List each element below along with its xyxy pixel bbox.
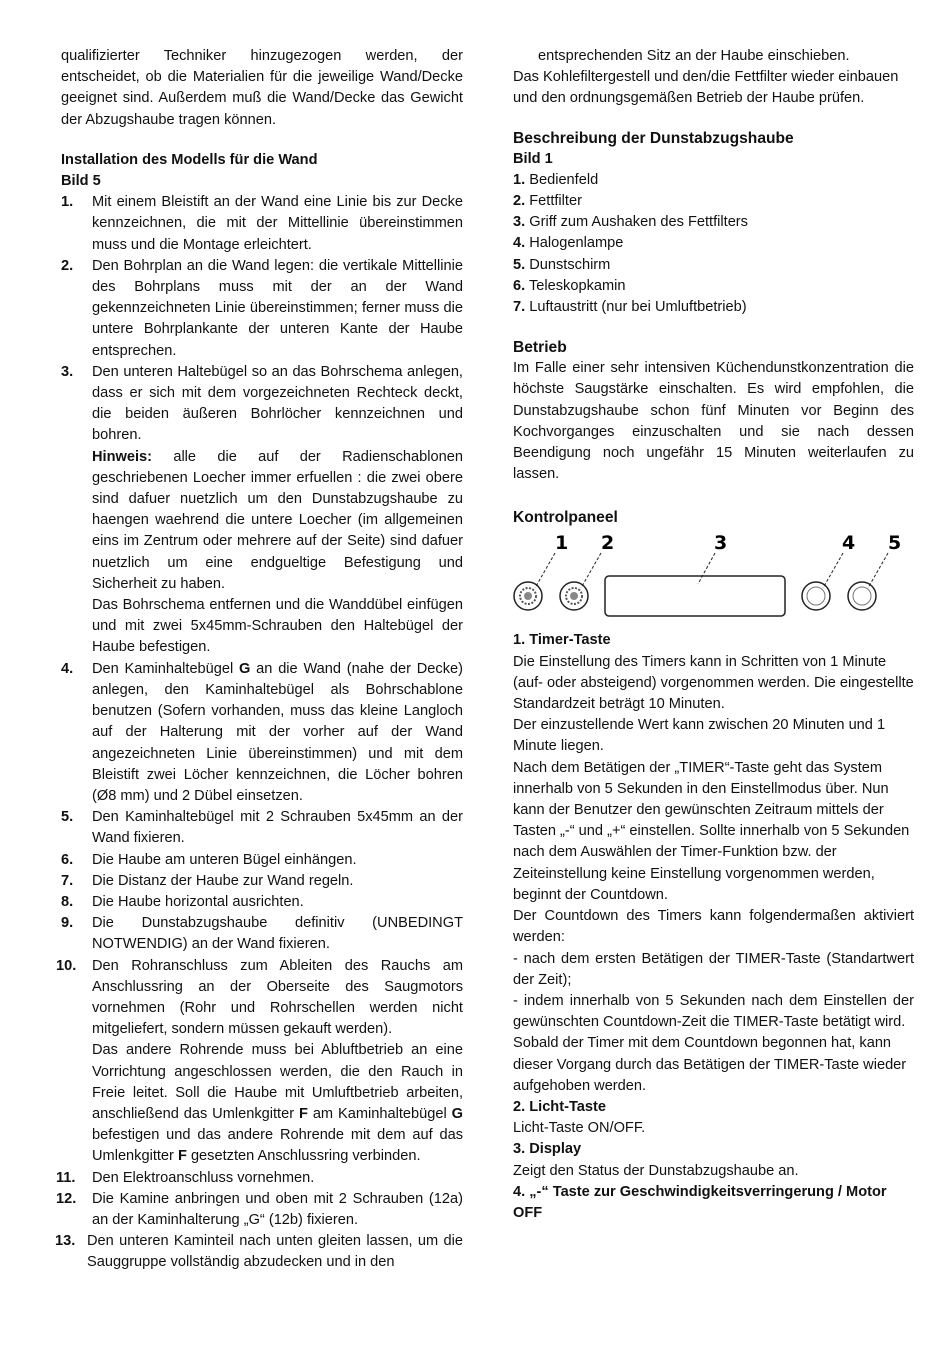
step-text: Den Bohrplan an die Wand legen: die vertikale Mittellinie des Bohrplans muss mit der an der Wand gekennzeichneten Linie übereinstimmen; ferner muss die untere Bohrplankante der unteren Kante der Haube entsprechen. [92, 257, 463, 359]
step-number: 1. [61, 194, 74, 211]
step-text: Die Haube horizontal ausrichten. [92, 893, 304, 910]
step-item [56, 956, 463, 1168]
timer-paragraph: - nach dem ersten Betätigen der TIMER-Taste (Standartwert der Zeit); [513, 950, 914, 988]
description-title: Beschreibung der Dunstabzugshaube [513, 129, 794, 147]
part-item [513, 276, 914, 297]
part-number: 7. [513, 299, 526, 316]
light-button-icon [560, 582, 588, 610]
part-item [513, 212, 914, 233]
part-label: Fettfilter [529, 193, 582, 210]
part-item [513, 297, 914, 318]
display-text: Zeigt den Status der Dunstabzugshaube an. [513, 1162, 799, 1179]
part-label: Luftaustritt (nur bei Umluftbetrieb) [529, 299, 747, 316]
plus-button-icon [848, 582, 876, 610]
betrieb-title: Betrieb [513, 339, 567, 357]
note-text: alle die auf der Radienschablonen geschriebenen Loecher immer erfuellen : die zwei obere sind dafuer nuetzlich um den Dunstabzugshaube zu haengen waehrend die untere Loecher (im allgemeinen eins im Zentrum oder mehrere auf der Seite) sind dafuer nuetzlich um eine endgueltige Befestigung und Sicherheit zu haben. [92, 448, 463, 592]
step-text: Das andere Rohrende muss bei Abluftbetrieb an eine Vorrichtung angeschlossen werden, die den Rauch in Freie leitet. Soll die Haube mit Umluftbetrieb arbeiten, anschließend das Umlenkgitter [92, 1042, 463, 1122]
step-item [61, 256, 463, 362]
step-text: Die Haube am unteren Bügel einhängen. [92, 851, 357, 868]
display-panel [605, 576, 785, 616]
step-text: Mit einem Bleistift an der Wand eine Linie bis zur Decke kennzeichnen, die mit der Mittellinie übereinstimmen muss und die Montage erleichtert. [92, 194, 463, 253]
step-text: Die Distanz der Haube zur Wand regeln. [92, 872, 354, 889]
step-number: 10. [56, 957, 77, 974]
step-text: Den Kaminhaltebügel [92, 660, 240, 677]
step-item [55, 1231, 463, 1273]
part-item [513, 233, 914, 254]
timer-key-title: 1. Timer-Taste [513, 632, 611, 649]
step-item [61, 871, 463, 892]
part-number: 3. [513, 214, 526, 231]
step-number: 13. [55, 1233, 76, 1250]
step-number: 12. [56, 1190, 77, 1207]
step-text: am Kaminhaltebügel [307, 1105, 452, 1122]
left-column [55, 46, 463, 1274]
part-label: Griff zum Aushaken des Fettfilters [529, 214, 748, 231]
continued-paragraph: Das Kohlefiltergestell und den/die Fettfilter wieder einbauen und den ordnungsgemäßen Betrieb der Haube prüfen. [513, 69, 899, 107]
panel-label-2: 2 [601, 532, 615, 555]
control-panel-title: Kontrolpaneel [513, 509, 618, 527]
step-item [61, 913, 463, 955]
step-number: 8. [61, 893, 74, 910]
part-label: Dunstschirm [529, 256, 611, 273]
step-number: 3. [61, 363, 74, 380]
light-key-title: 2. Licht-Taste [513, 1098, 606, 1115]
light-key-text: Licht-Taste ON/OFF. [513, 1120, 646, 1137]
step-text: befestigen und das andere Rohrende mit dem auf das Umlenkgitter [92, 1127, 463, 1165]
step-text: Den unteren Haltebügel so an das Bohrschema anlegen, dass er sich mit dem vorgezeichneten Rechteck deckt, die beiden äußeren Bohrlöcher kennzeichnen und bohren. [92, 363, 463, 444]
part-number: 5. [513, 256, 526, 273]
part-number: 6. [513, 277, 526, 294]
part-label: Bedienfeld [529, 171, 599, 188]
timer-paragraph: Der einzustellende Wert kann zwischen 20 Minuten und 1 Minute liegen. [513, 717, 886, 755]
step-item [61, 807, 463, 849]
step-number: 11. [56, 1169, 76, 1186]
part-number: 1. [513, 171, 526, 188]
panel-label-1: 1 [555, 532, 569, 555]
timer-paragraph: Nach dem Betätigen der „TIMER“-Taste geht das System innerhalb von 5 Sekunden in den Einstellmodus über. Nun kann der Benutzer den gewünschten Zeitraum mittels der Tasten „-“ und „+“ einstellen. Sollte innerhalb von 5 Sekunden nach dem Auswählen der Timer-Funktion bzw. der Zeiteinstellung keine Einstellung vorgenommen werden, beginnt der Countdown. [513, 759, 910, 903]
part-item [513, 170, 914, 191]
step-text: gesetzten Anschlussring verbinden. [186, 1148, 421, 1165]
minus-key-title: 4. „-“ Taste zur Geschwindigkeitsverringerung / Motor OFF [513, 1183, 887, 1221]
step-item [56, 1189, 463, 1231]
note-label: Hinweis: [92, 448, 153, 465]
part-letter: F [298, 1105, 308, 1122]
intro-paragraph: qualifizierter Techniker hinzugezogen werden, der entscheidet, ob die Materialien für die jeweilige Wand/Decke geeignet sind. Außerdem muß die Wand/Decke das Gewicht der Abzugshaube tragen können. [61, 48, 463, 128]
panel-label-5: 5 [888, 532, 902, 555]
step-item [56, 1168, 463, 1189]
step-number: 9. [61, 915, 74, 932]
timer-paragraph: - indem innerhalb von 5 Sekunden nach dem Einstellen der gewünschten Countdown-Zeit die TIMER-Taste betätigt wird. [513, 992, 914, 1031]
minus-button-icon [802, 582, 830, 610]
leader-lines [535, 553, 888, 588]
description-subtitle: Bild 1 [513, 150, 553, 167]
install-title: Installation des Modells für die Wand [61, 151, 318, 168]
step-item [61, 192, 463, 256]
part-number: 4. [513, 235, 526, 252]
step-item [61, 850, 463, 871]
step-number: 5. [61, 809, 74, 826]
step-number: 6. [61, 851, 74, 868]
step-text: Den Rohranschluss zum Ableiten des Rauchs am Anschlussring an der Oberseite des Saugmotors vornehmen (Rohr und Rohrschellen werden nicht mitgeliefert, sondern müssen gekauft werden). [92, 957, 463, 1038]
step-number: 4. [61, 660, 74, 677]
step-text: Die Kamine anbringen und oben mit 2 Schrauben (12a) an der Kaminhalterung „G“ (12b) fixieren. [92, 1190, 463, 1228]
part-letter: G [451, 1105, 463, 1122]
part-letter: G [239, 660, 251, 677]
step-extra-text: Das Bohrschema entfernen und die Wanddübel einfügen und mit zwei 5x45mm-Schrauben den Haltebügel der Haube befestigen. [92, 597, 463, 656]
parts-list [513, 170, 914, 318]
timer-paragraph: Die Einstellung des Timers kann in Schritten von 1 Minute (auf- oder absteigend) vorgenommen werden. Die eingestellte Standardzeit beträgt 10 Minuten. [513, 653, 914, 713]
step-text: Den unteren Kaminteil nach unten gleiten lassen, um die Sauggruppe vollständig abzudecken und in den [87, 1233, 463, 1271]
part-label: Teleskopkamin [528, 277, 626, 294]
part-item [513, 255, 914, 276]
part-letter: F [177, 1148, 187, 1165]
betrieb-paragraph: Im Falle einer sehr intensiven Küchendunstkonzentration die höchste Saugstärke einschalten. Es wird empfohlen, die Dunstabzugshaube schon fünf Minuten vor Beginn des Kochvorganges einzuschalten und sie nach dessen Beendigung noch ungefähr 15 Minuten weiterlaufen zu lassen. [513, 360, 914, 483]
step-item [61, 892, 463, 913]
control-panel-diagram [513, 532, 914, 618]
install-subtitle: Bild 5 [61, 173, 101, 190]
continued-text: entsprechenden Sitz an der Haube einschieben. [538, 48, 850, 64]
install-steps [55, 192, 463, 1273]
step-text: Den Elektroanschluss vornehmen. [92, 1169, 315, 1186]
step-text: an die Wand (nahe der Decke) anlegen, den Kaminhaltebügel als Bohrschablone benutzen (Sofern vorhanden, muss das kleine Langloch auf der Halterung mit der vorher auf der Wand angezeichneten Linie übereinstimmen) und mit dem Bleistift zwei Löcher kennzeichnen, die Löcher bohren (Ø8 mm) und 2 Dübel einsetzen. [92, 660, 463, 804]
panel-label-3: 3 [714, 532, 728, 555]
display-title: 3. Display [513, 1141, 582, 1158]
part-label: Halogenlampe [529, 235, 624, 252]
step-text: Die Dunstabzugshaube definitiv (UNBEDINGT NOTWENDIG) an der Wand fixieren. [92, 915, 463, 953]
right-column [513, 46, 914, 1224]
timer-button-icon [514, 582, 542, 610]
step-number: 2. [61, 257, 74, 274]
part-number: 2. [513, 193, 526, 210]
step-text: Den Kaminhaltebügel mit 2 Schrauben 5x45mm an der Wand fixieren. [92, 809, 463, 847]
step-item [61, 362, 463, 659]
panel-label-4: 4 [842, 532, 856, 555]
timer-paragraph: Sobald der Timer mit dem Countdown begonnen hat, kann dieser Vorgang durch das Betätigen der TIMER-Taste wieder aufgehoben werden. [513, 1035, 907, 1094]
part-item [513, 191, 914, 212]
timer-paragraph: Der Countdown des Timers kann folgendermaßen aktiviert werden: [513, 908, 914, 946]
step-number: 7. [61, 872, 74, 889]
step-item [61, 659, 463, 807]
